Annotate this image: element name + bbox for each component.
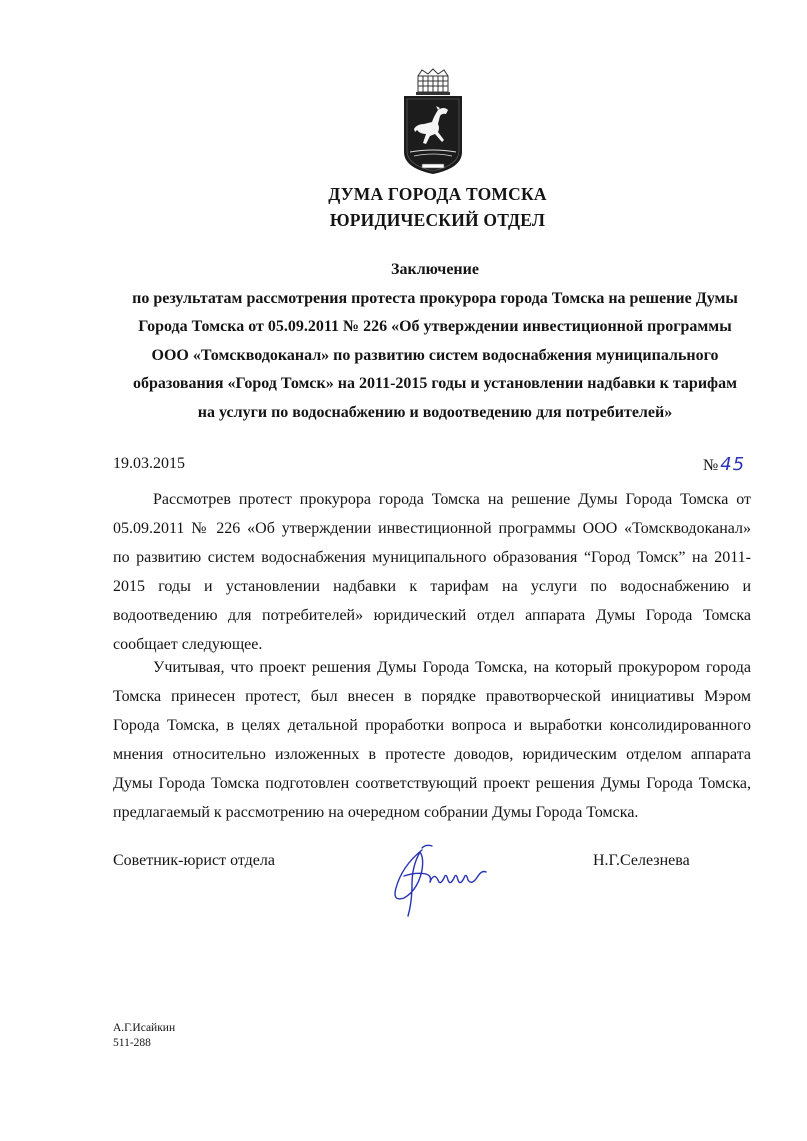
paragraph-line: Думы Города Томска подготовлен соответствующий проект решения Думы Города Томска, (113, 774, 751, 792)
paragraph-line: сообщает следующее. (113, 635, 263, 653)
executor-info (113, 1021, 175, 1051)
paragraph-line: по развитию систем водоснабжения муниципального образования “Город Томск” на 2011- (113, 548, 751, 566)
paragraph-line: Учитывая, что проект решения Думы Города Томска, на который прокурором города (153, 659, 751, 676)
handwritten-number: 45 (720, 454, 746, 475)
signatory-role: Советник-юрист отдела (113, 852, 275, 869)
document-title (110, 256, 760, 428)
number-sign: № (703, 457, 719, 474)
title-line: Заключение (391, 261, 479, 278)
body-paragraph-1 (113, 486, 751, 659)
title-line: на услуги по водоснабжению и водоотведению для потребителей» (197, 403, 673, 421)
paragraph-line: Томска принесен протест, был внесен в порядке правотворческой инициативы Мэром (113, 687, 751, 705)
paragraph-line: 2015 годы и установлении надбавки к тарифам на услуги по водоснабжению и (113, 577, 751, 595)
signature-icon (382, 836, 502, 922)
paragraph-line: Города Томска, в целях детальной проработки вопроса и выработки консолидированного (113, 716, 751, 734)
title-line: образования «Город Томск» на 2011-2015 годы и установлении надбавки к тарифам (132, 375, 737, 393)
executor-name: А.Г.Исайкин (113, 1022, 176, 1034)
document-date: 19.03.2015 (113, 455, 185, 472)
paragraph-line: предлагаемый к рассмотрению на очередном собрании Думы Города Томска. (113, 803, 639, 821)
signatory-name: Н.Г.Селезнева (593, 852, 690, 869)
organization-name: ДУМА ГОРОДА ТОМСКА (328, 184, 547, 204)
paragraph-line: 05.09.2011 № 226 «Об утверждении инвестиционной программы ООО «Томскводоканал» (113, 519, 751, 537)
paragraph-line: водоотведению для потребителей» юридический отдел аппарата Думы Города Томска (113, 606, 751, 624)
paragraph-line: Рассмотрев протест прокурора города Томска на решение Думы Города Томска от (153, 491, 751, 508)
title-line: ООО «Томскводоканал» по развитию систем водоснабжения муниципального (151, 346, 719, 364)
department-name: ЮРИДИЧЕСКИЙ ОТДЕЛ (329, 210, 546, 230)
executor-phone: 511-288 (113, 1037, 151, 1049)
document-number (703, 454, 745, 475)
coat-of-arms-icon (402, 68, 464, 176)
paragraph-line: мнения относительно изложенных в протесте доводов, юридическим отделом аппарата (113, 745, 751, 763)
title-line: Города Томска от 05.09.2011 № 226 «Об утверждении инвестиционной программы (138, 318, 732, 336)
title-line: по результатам рассмотрения протеста прокурора города Томска на решение Думы (132, 289, 738, 307)
body-paragraph-2 (113, 654, 751, 827)
